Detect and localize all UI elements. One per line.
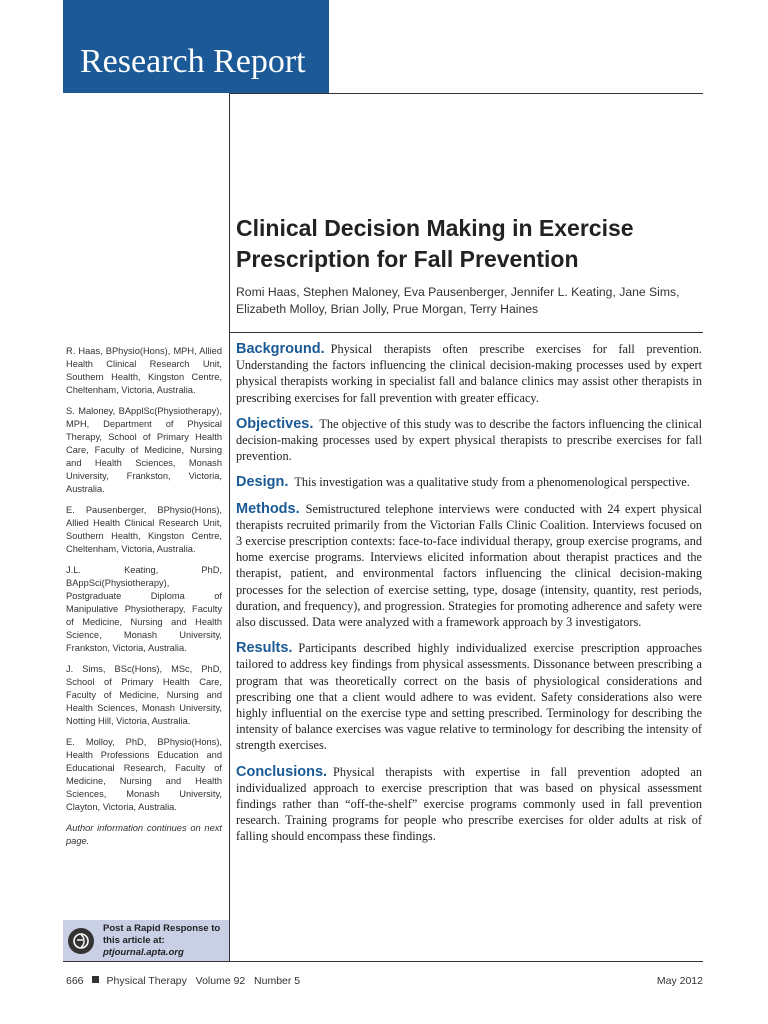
journal-name: Physical Therapy: [106, 975, 187, 987]
section-heading: Methods.: [236, 500, 300, 517]
section-heading: Objectives.: [236, 415, 314, 432]
rapid-response-label: Post a Rapid Response to: [103, 923, 221, 934]
volume: Volume 92: [195, 975, 246, 987]
abstract-section-methods: [236, 501, 702, 631]
affiliation: J.L. Keating, PhD, BAppSci(Physiotherapy), Postgraduate Diploma of Manipulative Physiotherapy, Faculty of Medicine, Nursing and Health Science, Monash University, Frankston, Victoria, Australia.: [66, 565, 222, 653]
abstract-section-results: [236, 640, 702, 753]
divider: [229, 93, 703, 94]
divider: [229, 332, 703, 333]
affiliation: E. Pausenberger, BPhysio(Hons), Allied Health Clinical Research Unit, Southern Health, Kingston Centre, Cheltenham, Victoria, Australia.: [66, 505, 222, 554]
affiliation: R. Haas, BPhysio(Hons), MPH, Allied Health Clinical Research Unit, Southern Health, Kingston Centre, Cheltenham, Victoria, Australia.: [66, 346, 222, 395]
issue-date: May 2012: [656, 975, 703, 987]
affiliation: E. Molloy, PhD, BPhysio(Hons), Health Professions Education and Educational Research, Faculty of Medicine, Nursing and Health Sciences, Monash University, Clayton, Victoria, Australia.: [66, 737, 222, 812]
section-heading: Results.: [236, 640, 293, 657]
abstract-section-design: [236, 474, 702, 490]
section-text: Participants described highly individualized exercise prescription approaches tailored to address key findings from physical assessments. Dissonance between prescribing a program that was theoretically correct on the basis of physiological considerations and prescribing one that a client would adhere to was evident. Safety considerations also were highly influential on the exercise type and setting prescribed. Terminology for describing the intensity of balance exercises was vague relative to terminology for describing the intensity of strength exercises.: [236, 641, 702, 753]
abstract-section-conclusions: [236, 764, 702, 845]
rapid-response-label: this article at:: [103, 935, 165, 946]
footer-divider: [63, 961, 703, 962]
section-heading: Design.: [236, 474, 289, 491]
author-affiliations: [66, 345, 222, 856]
section-text: The objective of this study was to describe the factors influencing the clinical decision-making processes used by expert physical therapists to prescribe exercises for fall prevention.: [236, 416, 702, 464]
section-text: This investigation was a qualitative study from a phenomenological perspective.: [294, 475, 690, 490]
rapid-response-link[interactable]: ptjournal.apta.org: [103, 947, 184, 958]
section-heading: Conclusions.: [236, 763, 328, 780]
abstract-section-background: [236, 341, 702, 406]
section-text: Physical therapists with expertise in fall prevention adopted an individualized approach to exercise prescription that was based on physical assessment findings rather than “off-the-shelf” exercise programs commonly used in fall prevention research. Training programs for people who prescribe exercises for older adults at risk of falling should encompass these findings.: [236, 764, 702, 844]
square-bullet-icon: [92, 976, 99, 983]
section-text: Physical therapists often prescribe exercises for fall prevention. Understanding the factors influencing the clinical decision-making processes used by expert physical therapists working in specialist fall and balance clinics may assist other therapists in prescribing exercises for fall prevention with greater efficacy.: [236, 342, 702, 405]
journal-section-banner: [63, 0, 329, 93]
affiliation: J. Sims, BSc(Hons), MSc, PhD, School of Primary Health Care, Faculty of Medicine, Nursing and Health Sciences, Monash University, Notting Hill, Victoria, Australia.: [66, 664, 222, 726]
column-divider: [229, 93, 230, 961]
issue-number: Number 5: [254, 975, 301, 987]
abstract: [236, 341, 702, 855]
rapid-response-logo-icon: [68, 928, 94, 954]
page-number: 666: [66, 975, 84, 987]
abstract-section-objectives: [236, 416, 702, 465]
author-list: Romi Haas, Stephen Maloney, Eva Pausenberger, Jennifer L. Keating, Jane Sims, Elizabeth Molloy, Brian Jolly, Prue Morgan, Terry Haines: [236, 285, 680, 316]
section-title: Research Report: [80, 43, 306, 80]
section-text: Semistructured telephone interviews were conducted with 24 expert physical therapists recruited primarily from the Victorian Falls Clinic Coalition. Interviews focused on 3 exercise prescription contexts: face-to-face individual therapy, group exercise programs, and home exercise programs. Interviews elicited information about therapist practices and the therapist, patient, and environmental factors influencing the clinical decision-making processes for the selection of exercise setting, type, dosage (intensity, quantity, rest periods, duration, and frequency), and progression. Strategies for promoting adherence and safety were also discussed. Data were analyzed with a framework approach by 3 investigators.: [236, 501, 702, 630]
section-heading: Background.: [236, 341, 325, 357]
article-title: Clinical Decision Making in Exercise Prescription for Fall Prevention: [236, 215, 634, 272]
rapid-response-box[interactable]: [63, 920, 229, 961]
affiliation: S. Maloney, BApplSc(Physiotherapy), MPH, Department of Physical Therapy, School of Primary Health Care, Faculty of Medicine, Nursing and Health Sciences, Monash University, Frankston, Victoria, Australia.: [66, 406, 222, 494]
continuation-note: Author information continues on next page.: [66, 823, 222, 846]
